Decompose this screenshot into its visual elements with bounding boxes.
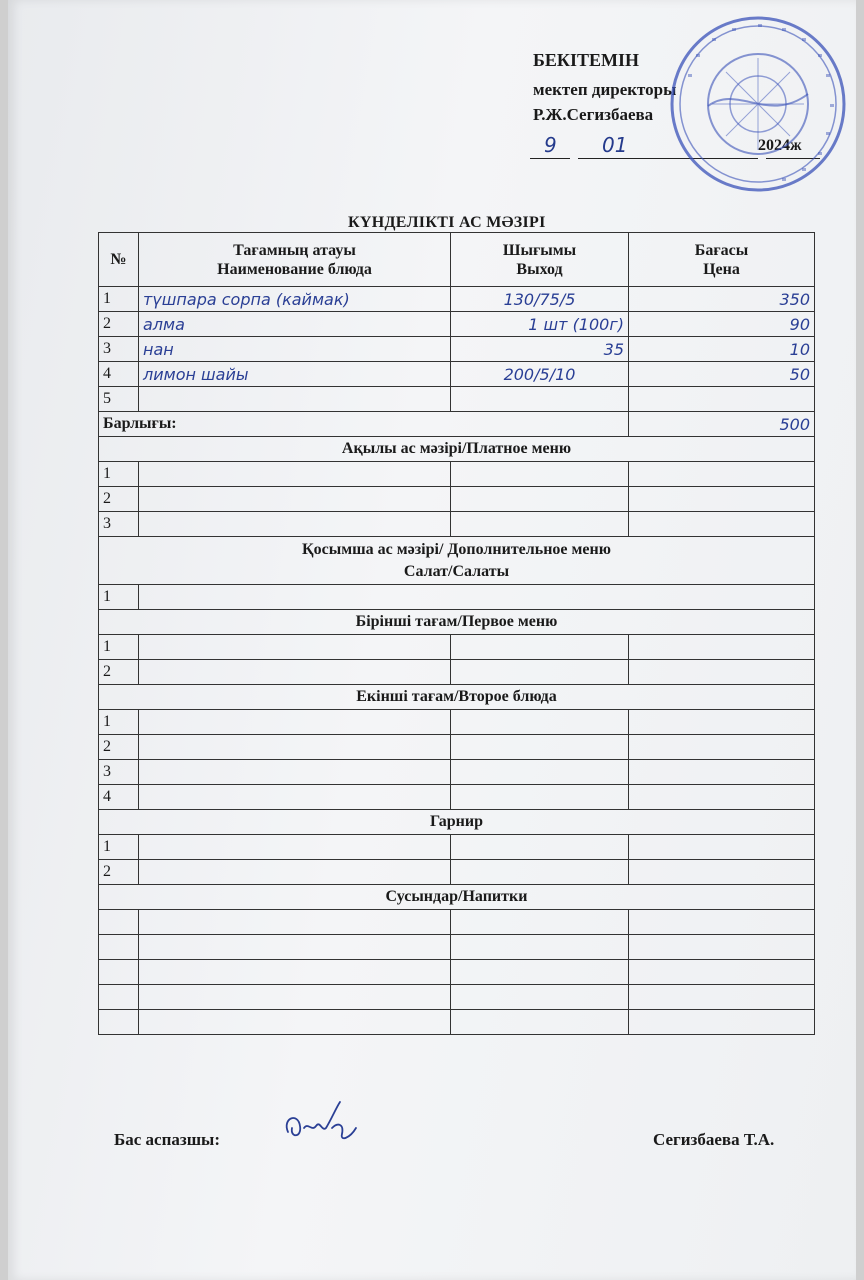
table-row (99, 785, 815, 810)
row-number: 2 (99, 860, 139, 885)
dish-name: нан (139, 337, 451, 362)
dish-price: 90 (629, 312, 815, 337)
row-number: 2 (99, 487, 139, 512)
row-number: 2 (99, 312, 139, 337)
dish-name: алма (139, 312, 451, 337)
approval-name: Р.Ж.Сегизбаева (533, 105, 654, 124)
table-row (99, 860, 815, 885)
menu-table (98, 232, 814, 1035)
col-name-header: Тағамның атауы Наименование блюда (139, 233, 451, 287)
total-label: Барлығы: (99, 412, 629, 437)
row-number: 1 (99, 835, 139, 860)
table-row (99, 312, 815, 337)
row-number: 4 (99, 362, 139, 387)
table-row (99, 835, 815, 860)
dish-price: 50 (629, 362, 815, 387)
table-row (99, 287, 815, 312)
section-paid: Ақылы ас мәзірі/Платное меню (99, 437, 815, 462)
table-row (99, 337, 815, 362)
dish-output: 130/75/5 (451, 287, 629, 312)
chef-label: Бас аспазшы: (114, 1130, 220, 1149)
dish-price: 10 (629, 337, 815, 362)
dish-price (629, 387, 815, 412)
section-second: Екінші тағам/Второе блюда (99, 685, 815, 710)
row-number: 3 (99, 760, 139, 785)
row-number: 1 (99, 462, 139, 487)
row-number: 1 (99, 710, 139, 735)
dish-output: 200/5/10 (451, 362, 629, 387)
table-row (99, 960, 815, 985)
section-extra: Қосымша ас мәзірі/ Дополнительное меню Салат/Салаты (99, 537, 815, 585)
row-number: 2 (99, 735, 139, 760)
dish-name (139, 387, 451, 412)
row-number: 1 (99, 635, 139, 660)
table-row (99, 910, 815, 935)
dish-output (451, 387, 629, 412)
table-row (99, 735, 815, 760)
approval-month: 01 (602, 133, 628, 157)
section-salad: Салат/Салаты (403, 562, 510, 580)
table-row (99, 387, 815, 412)
row-number: 4 (99, 785, 139, 810)
row-number: 3 (99, 337, 139, 362)
document-sheet (8, 0, 856, 1280)
dish-price: 350 (629, 287, 815, 312)
row-number: 1 (99, 585, 139, 610)
chef-signature-image (280, 1098, 370, 1148)
col-number-header: № (99, 233, 139, 287)
menu-title: КҮНДЕЛІКТІ АС МӘЗІРІ (348, 214, 546, 231)
dish-output: 35 (451, 337, 629, 362)
total-row (99, 412, 815, 437)
table-row (99, 1010, 815, 1035)
row-number: 1 (99, 287, 139, 312)
table-row (99, 512, 815, 537)
table-row (99, 462, 815, 487)
table-row (99, 487, 815, 512)
approval-day: 9 (544, 133, 557, 157)
approval-title: БЕКІТЕМІН (533, 50, 639, 70)
dish-output: 1 шт (100г) (451, 312, 629, 337)
section-first: Бірінші тағам/Первое меню (99, 610, 815, 635)
total-value: 500 (629, 412, 815, 437)
round-stamp-image (668, 14, 848, 194)
table-row (99, 985, 815, 1010)
table-row (99, 935, 815, 960)
table-row (99, 660, 815, 685)
dish-name: лимон шайы (139, 362, 451, 387)
row-number: 5 (99, 387, 139, 412)
dish-name: түшпара сорпа (каймак) (139, 287, 451, 312)
approval-position: мектеп директоры (533, 80, 677, 99)
col-output-header: Шығымы Выход (451, 233, 629, 287)
table-row (99, 710, 815, 735)
table-row (99, 760, 815, 785)
approval-year: 2024ж (758, 137, 802, 154)
table-row (99, 585, 815, 610)
table-row (99, 362, 815, 387)
row-number: 2 (99, 660, 139, 685)
table-row (99, 635, 815, 660)
table-header-row (99, 233, 815, 287)
chef-name: Сегизбаева Т.А. (653, 1130, 775, 1149)
col-price-header: Бағасы Цена (629, 233, 815, 287)
section-garnish: Гарнир (99, 810, 815, 835)
section-drinks: Сусындар/Напитки (99, 885, 815, 910)
row-number: 3 (99, 512, 139, 537)
